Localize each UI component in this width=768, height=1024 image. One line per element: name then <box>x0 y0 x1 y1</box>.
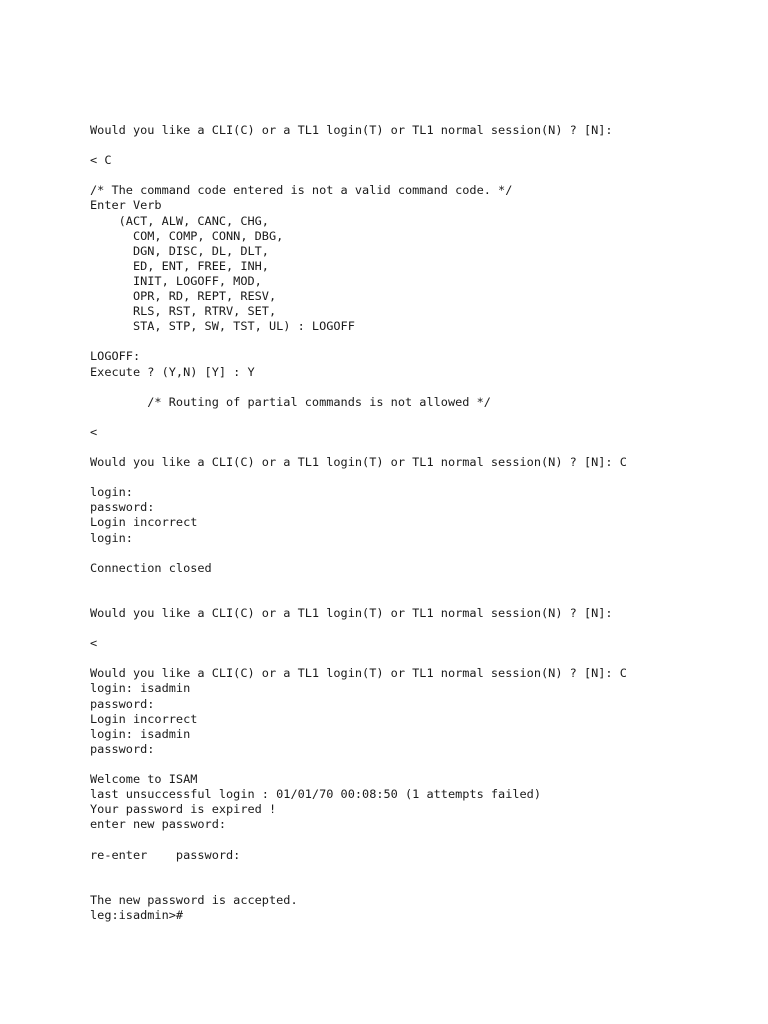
terminal-line: STA, STP, SW, TST, UL) : LOGOFF <box>90 319 355 334</box>
terminal-line <box>90 380 750 395</box>
terminal-line: Would you like a CLI(C) or a TL1 login(T) or TL1 normal session(N) ? [N]: C <box>90 666 627 681</box>
terminal-line: < <box>90 636 98 651</box>
terminal-line: The new password is accepted. <box>90 892 298 907</box>
terminal-line: Enter Verb <box>90 198 162 213</box>
terminal-line: password: <box>90 741 155 756</box>
terminal-line <box>90 138 750 153</box>
terminal-line: /* The command code entered is not a valid command code. */ <box>90 183 513 198</box>
terminal-line: password: <box>90 696 155 711</box>
terminal-line <box>90 621 750 636</box>
terminal-line: password: <box>90 500 155 515</box>
terminal-line: Would you like a CLI(C) or a TL1 login(T) or TL1 normal session(N) ? [N]: C <box>90 455 627 470</box>
terminal-line: leg:isadmin># <box>90 907 184 922</box>
terminal-line <box>90 878 750 893</box>
terminal-line <box>90 440 750 455</box>
terminal-line: re-enter password: <box>90 847 241 862</box>
terminal-line: login: isadmin <box>90 726 191 741</box>
terminal-line: RLS, RST, RTRV, SET, <box>90 304 277 319</box>
terminal-line: < <box>90 424 98 439</box>
terminal-line: login: <box>90 485 133 500</box>
terminal-transcript <box>90 123 750 923</box>
terminal-line <box>90 334 750 349</box>
terminal-line <box>90 591 750 606</box>
terminal-line: login: isadmin <box>90 681 191 696</box>
terminal-line: Your password is expired ! <box>90 802 277 817</box>
terminal-line: DGN, DISC, DL, DLT, <box>90 243 269 258</box>
terminal-line: (ACT, ALW, CANC, CHG, <box>90 213 269 228</box>
terminal-line: login: <box>90 530 133 545</box>
terminal-line <box>90 832 750 847</box>
terminal-line <box>90 546 750 561</box>
terminal-line: Connection closed <box>90 560 212 575</box>
terminal-line: Would you like a CLI(C) or a TL1 login(T) or TL1 normal session(N) ? [N]: <box>90 606 613 620</box>
terminal-line <box>90 651 750 666</box>
terminal-line: INIT, LOGOFF, MOD, <box>90 273 262 288</box>
terminal-line: Login incorrect <box>90 711 198 726</box>
terminal-line: Execute ? (Y,N) [Y] : Y <box>90 364 255 379</box>
terminal-line: Login incorrect <box>90 515 198 530</box>
terminal-line <box>90 168 750 183</box>
terminal-line <box>90 863 750 878</box>
terminal-line: LOGOFF: <box>90 349 141 364</box>
terminal-line <box>90 470 750 485</box>
terminal-line: < C <box>90 153 112 168</box>
terminal-line: last unsuccessful login : 01/01/70 00:08:50 (1 attempts failed) <box>90 787 542 802</box>
terminal-line: Would you like a CLI(C) or a TL1 login(T) or TL1 normal session(N) ? [N]: <box>90 123 613 137</box>
terminal-line: OPR, RD, REPT, RESV, <box>90 289 277 304</box>
terminal-line <box>90 576 750 591</box>
terminal-line <box>90 410 750 425</box>
terminal-line: /* Routing of partial commands is not allowed */ <box>90 394 491 409</box>
terminal-line: Welcome to ISAM <box>90 772 198 787</box>
terminal-line: ED, ENT, FREE, INH, <box>90 258 269 273</box>
terminal-line <box>90 757 750 772</box>
terminal-line: COM, COMP, CONN, DBG, <box>90 228 284 243</box>
terminal-line: enter new password: <box>90 817 227 832</box>
